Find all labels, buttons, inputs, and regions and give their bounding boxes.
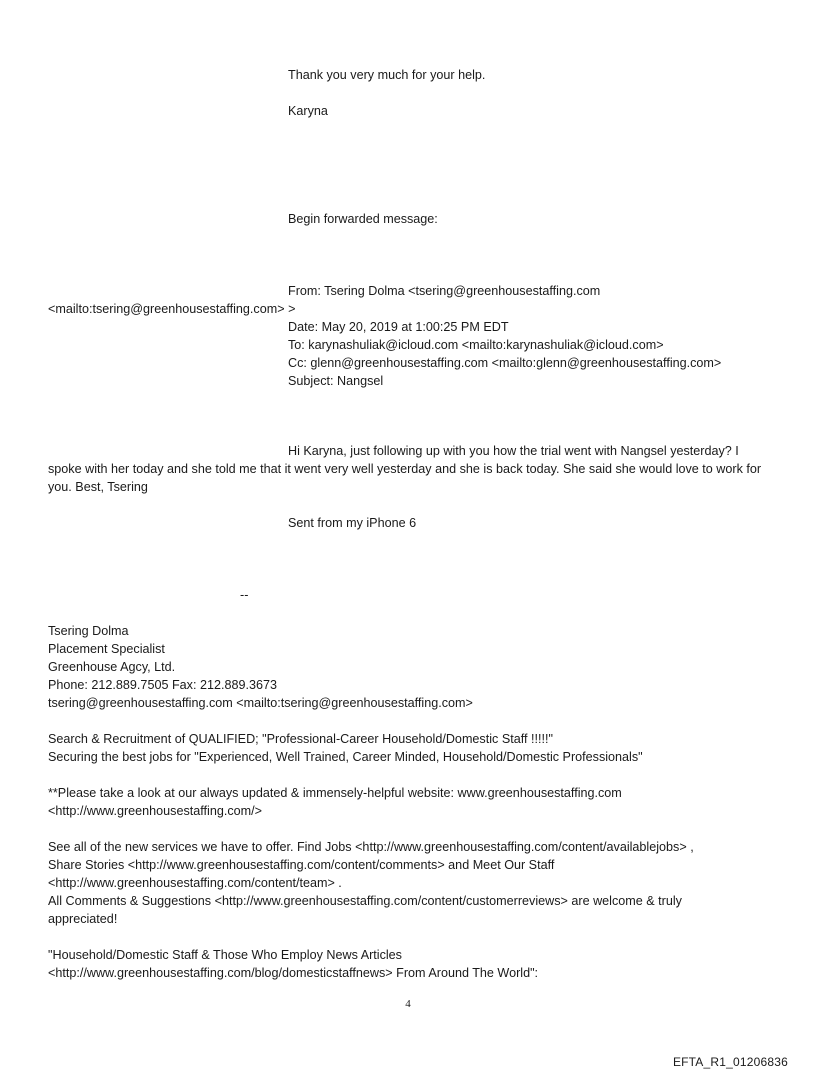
page-number: 4 — [405, 998, 411, 1010]
thanks-line: Thank you very much for your help. — [288, 68, 486, 82]
signature-title: Placement Specialist — [48, 642, 165, 656]
cc-line: Cc: glenn@greenhousestaffing.com <mailto:glenn@greenhousestaffing.com> — [288, 356, 722, 370]
comments-line-1: All Comments & Suggestions <http://www.greenhousestaffing.com/content/customerreviews> are welcome & truly — [48, 894, 682, 908]
date-line: Date: May 20, 2019 at 1:00:25 PM EDT — [288, 320, 509, 334]
website-link: <http://www.greenhousestaffing.com/> — [48, 804, 262, 818]
website-line: **Please take a look at our always updated & immensely-helpful website: www.greenhousestaffing.com — [48, 786, 622, 800]
message-body-rest: yesterday? I spoke with her today and she told me that it went very well yesterday and she is back today. She said she would love to work for you. Best, Tsering — [48, 444, 762, 494]
sent-from-line: Sent from my iPhone 6 — [288, 516, 417, 530]
news-articles-line-2: <http://www.greenhousestaffing.com/blog/domesticstaffnews> From Around The World": — [48, 966, 539, 980]
message-body — [48, 442, 773, 496]
to-line: To: karynashuliak@icloud.com <mailto:karynashuliak@icloud.com> — [288, 338, 664, 352]
signature-company: Greenhouse Agcy, Ltd. — [48, 660, 176, 674]
bates-number: EFTA_R1_01206836 — [672, 1055, 788, 1069]
services-line-1: See all of the new services we have to offer. Find Jobs <http://www.greenhousestaffing.com/content/availablejobs> , — [48, 840, 694, 854]
services-line-3: <http://www.greenhousestaffing.com/content/team> . — [48, 876, 342, 890]
signature-name: Tsering Dolma — [48, 624, 129, 638]
signature-email: tsering@greenhousestaffing.com <mailto:tsering@greenhousestaffing.com> — [48, 696, 473, 710]
signature-phone-fax: Phone: 212.889.7505 Fax: 212.889.3673 — [48, 678, 277, 692]
from-line-continued: <mailto:tsering@greenhousestaffing.com> > — [48, 302, 296, 316]
news-articles-line-1: "Household/Domestic Staff & Those Who Employ News Articles — [48, 948, 402, 962]
from-line: From: Tsering Dolma <tsering@greenhousestaffing.com — [288, 284, 601, 298]
search-recruitment-line: Search & Recruitment of QUALIFIED; "Professional-Career Household/Domestic Staff !!!!!" — [48, 732, 553, 746]
message-body-first: Hi Karyna, just following up with you how the trial went with Nangsel — [288, 444, 667, 458]
subject-line: Subject: Nangsel — [288, 374, 384, 388]
services-line-2: Share Stories <http://www.greenhousestaffing.com/content/comments> and Meet Our Staff — [48, 858, 555, 872]
securing-jobs-line: Securing the best jobs for "Experienced, Well Trained, Career Minded, Household/Domestic Professionals" — [48, 750, 643, 764]
forwarded-message-label: Begin forwarded message: — [288, 212, 438, 226]
signature-separator: -- — [240, 588, 249, 602]
comments-line-2: appreciated! — [48, 912, 118, 926]
sender-signoff: Karyna — [288, 104, 328, 118]
